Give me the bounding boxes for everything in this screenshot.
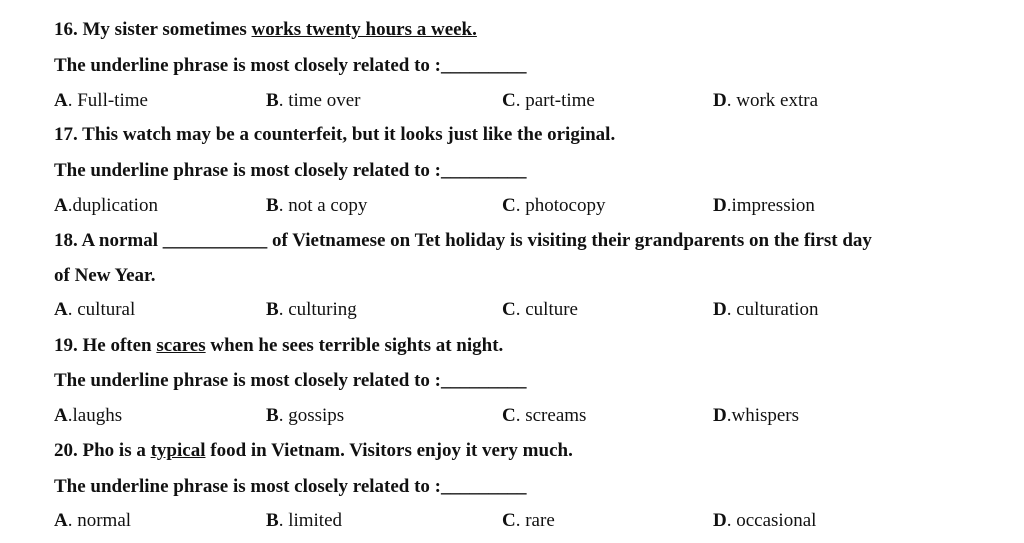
option-separator: .	[67, 195, 73, 216]
option-16-a	[54, 90, 148, 112]
option-letter: B	[266, 195, 279, 216]
option-separator: .	[515, 405, 526, 426]
option-text: occasional	[736, 510, 817, 531]
option-text: screams	[525, 405, 587, 426]
option-letter: D	[713, 510, 727, 531]
question-stem-text: food in Vietnam. Visitors enjoy it very much.	[205, 440, 573, 461]
question-16-prompt: The underline phrase is most closely related to :_________	[54, 55, 527, 76]
question-stem-text: He often	[77, 335, 157, 356]
option-letter: A	[54, 510, 68, 531]
option-18-a	[54, 299, 135, 321]
option-separator: .	[67, 405, 73, 426]
option-letter: A	[54, 299, 68, 320]
option-text: limited	[288, 510, 343, 531]
option-separator: .	[67, 299, 78, 320]
option-separator: .	[726, 195, 732, 216]
question-17-prompt: The underline phrase is most closely related to :_________	[54, 160, 527, 181]
option-letter: B	[266, 299, 279, 320]
option-letter: D	[713, 405, 727, 426]
option-16-b	[266, 90, 360, 112]
option-17-d	[713, 195, 815, 217]
underlined-phrase: typical	[150, 440, 206, 461]
option-separator: .	[726, 299, 737, 320]
option-19-d	[713, 405, 799, 427]
option-separator: .	[278, 405, 289, 426]
option-separator: .	[67, 510, 78, 531]
option-separator: .	[515, 299, 526, 320]
option-19-b	[266, 405, 344, 427]
option-letter: A	[54, 90, 68, 111]
option-20-d	[713, 510, 816, 532]
question-number: 16.	[54, 19, 78, 40]
option-separator: .	[726, 405, 732, 426]
question-20-stem	[54, 440, 573, 462]
question-number: 19.	[54, 335, 78, 356]
question-18-stem-continued: of New Year.	[54, 265, 156, 286]
option-separator: .	[278, 195, 289, 216]
option-separator: .	[726, 90, 737, 111]
option-18-b	[266, 299, 357, 321]
option-text: normal	[77, 510, 132, 531]
option-19-c	[502, 405, 586, 427]
option-17-a	[54, 195, 158, 217]
question-stem-text: This watch may be a counterfeit, but it looks just like the original.	[77, 124, 616, 145]
option-16-d	[713, 90, 818, 112]
question-16-stem	[54, 19, 477, 41]
option-letter: C	[502, 510, 516, 531]
underlined-phrase: works twenty hours a week.	[251, 19, 477, 40]
question-17-stem	[54, 124, 615, 146]
question-19-prompt: The underline phrase is most closely related to :_________	[54, 370, 527, 391]
option-text: work extra	[736, 90, 819, 111]
option-text: not a copy	[288, 195, 368, 216]
option-separator: .	[726, 510, 737, 531]
question-20-prompt: The underline phrase is most closely related to :_________	[54, 476, 527, 497]
option-letter: A	[54, 405, 68, 426]
option-text: Full-time	[77, 90, 148, 111]
option-17-b	[266, 195, 367, 217]
option-letter: B	[266, 405, 279, 426]
option-letter: C	[502, 90, 516, 111]
question-18-stem	[54, 230, 872, 252]
option-20-a	[54, 510, 131, 532]
option-17-c	[502, 195, 605, 217]
option-text: part-time	[525, 90, 595, 111]
option-letter: C	[502, 195, 516, 216]
option-letter: C	[502, 299, 516, 320]
option-text: gossips	[288, 405, 345, 426]
option-separator: .	[278, 299, 289, 320]
option-text: whispers	[731, 405, 800, 426]
option-text: rare	[525, 510, 555, 531]
question-stem-text: when he sees terrible sights at night.	[205, 335, 504, 356]
question-stem-text: My sister sometimes	[77, 19, 252, 40]
option-separator: .	[278, 510, 289, 531]
option-separator: .	[515, 90, 526, 111]
option-text: culturing	[288, 299, 357, 320]
option-18-d	[713, 299, 819, 321]
option-letter: D	[713, 299, 727, 320]
option-20-b	[266, 510, 342, 532]
option-text: photocopy	[525, 195, 606, 216]
option-letter: C	[502, 405, 516, 426]
option-20-c	[502, 510, 555, 532]
underlined-phrase: scares	[156, 335, 206, 356]
question-number: 17.	[54, 124, 78, 145]
question-stem-text: A normal ___________ of Vietnamese on Tet holiday is visiting their grandparents on the first day	[77, 230, 872, 251]
question-number: 18.	[54, 230, 78, 251]
option-text: cultural	[77, 299, 136, 320]
option-text: culture	[525, 299, 578, 320]
option-separator: .	[67, 90, 78, 111]
option-text: time over	[288, 90, 361, 111]
option-letter: B	[266, 90, 279, 111]
question-number: 20.	[54, 440, 78, 461]
option-separator: .	[515, 195, 526, 216]
question-19-stem	[54, 335, 503, 357]
option-text: impression	[731, 195, 815, 216]
option-18-c	[502, 299, 578, 321]
option-letter: B	[266, 510, 279, 531]
option-separator: .	[278, 90, 289, 111]
option-text: culturation	[736, 299, 819, 320]
option-letter: D	[713, 195, 727, 216]
option-separator: .	[515, 510, 526, 531]
option-letter: A	[54, 195, 68, 216]
option-text: laughs	[72, 405, 123, 426]
option-19-a	[54, 405, 122, 427]
option-letter: D	[713, 90, 727, 111]
option-text: duplication	[72, 195, 158, 216]
question-stem-text: Pho is a	[77, 440, 151, 461]
option-16-c	[502, 90, 595, 112]
